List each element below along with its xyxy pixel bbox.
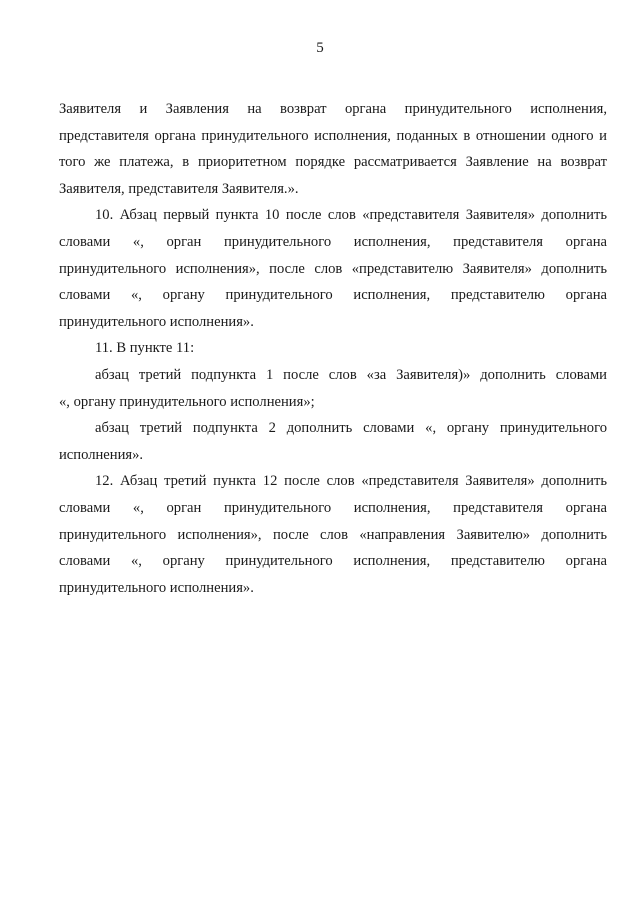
- text-line: того же платежа, в приоритетном порядке рассматривается Заявление на возврат: [59, 154, 607, 171]
- text-line: принудительного исполнения», после слов «представителю Заявителя» дополнить: [59, 260, 607, 277]
- text-line: 11. В пункте 11:: [95, 340, 195, 357]
- text-line: Заявителя и Заявления на возврат органа принудительного исполнения,: [59, 101, 607, 117]
- text-line: Заявителя, представителя Заявителя.».: [59, 180, 299, 197]
- text-line: словами «, орган принудительного исполнения, представителя органа: [59, 233, 607, 250]
- text-line: представителя органа принудительного исполнения, поданных в отношении одного и: [59, 127, 607, 144]
- paragraph-continuation: [59, 96, 607, 202]
- paragraph-item-12: [59, 468, 607, 601]
- text-line: словами «, органу принудительного исполнения, представителю органа: [59, 287, 607, 304]
- text-line: абзац третий подпункта 2 дополнить словами «, органу принудительного: [95, 420, 607, 437]
- paragraph-item-11-sub-1: [59, 362, 607, 415]
- text-line: абзац третий подпункта 1 после слов «за Заявителя)» дополнить словами: [95, 366, 607, 383]
- text-line: принудительного исполнения», после слов «направления Заявителю» дополнить: [59, 526, 607, 543]
- text-line: словами «, орган принудительного исполнения, представителя органа: [59, 499, 607, 516]
- text-line: 10. Абзац первый пункта 10 после слов «представителя Заявителя» дополнить: [95, 207, 607, 224]
- text-line: «, органу принудительного исполнения»;: [59, 393, 315, 410]
- text-line: исполнения».: [59, 446, 144, 463]
- paragraph-item-11-heading: [59, 335, 607, 362]
- document-body: [59, 96, 607, 601]
- paragraph-item-11-sub-2: [59, 415, 607, 468]
- text-line: принудительного исполнения».: [59, 313, 254, 330]
- text-line: словами «, органу принудительного исполнения, представителю органа: [59, 553, 607, 570]
- page-number: 5: [316, 40, 324, 56]
- paragraph-item-10: [59, 202, 607, 335]
- text-line: 12. Абзац третий пункта 12 после слов «представителя Заявителя» дополнить: [95, 473, 607, 490]
- text-line: принудительного исполнения».: [59, 579, 254, 596]
